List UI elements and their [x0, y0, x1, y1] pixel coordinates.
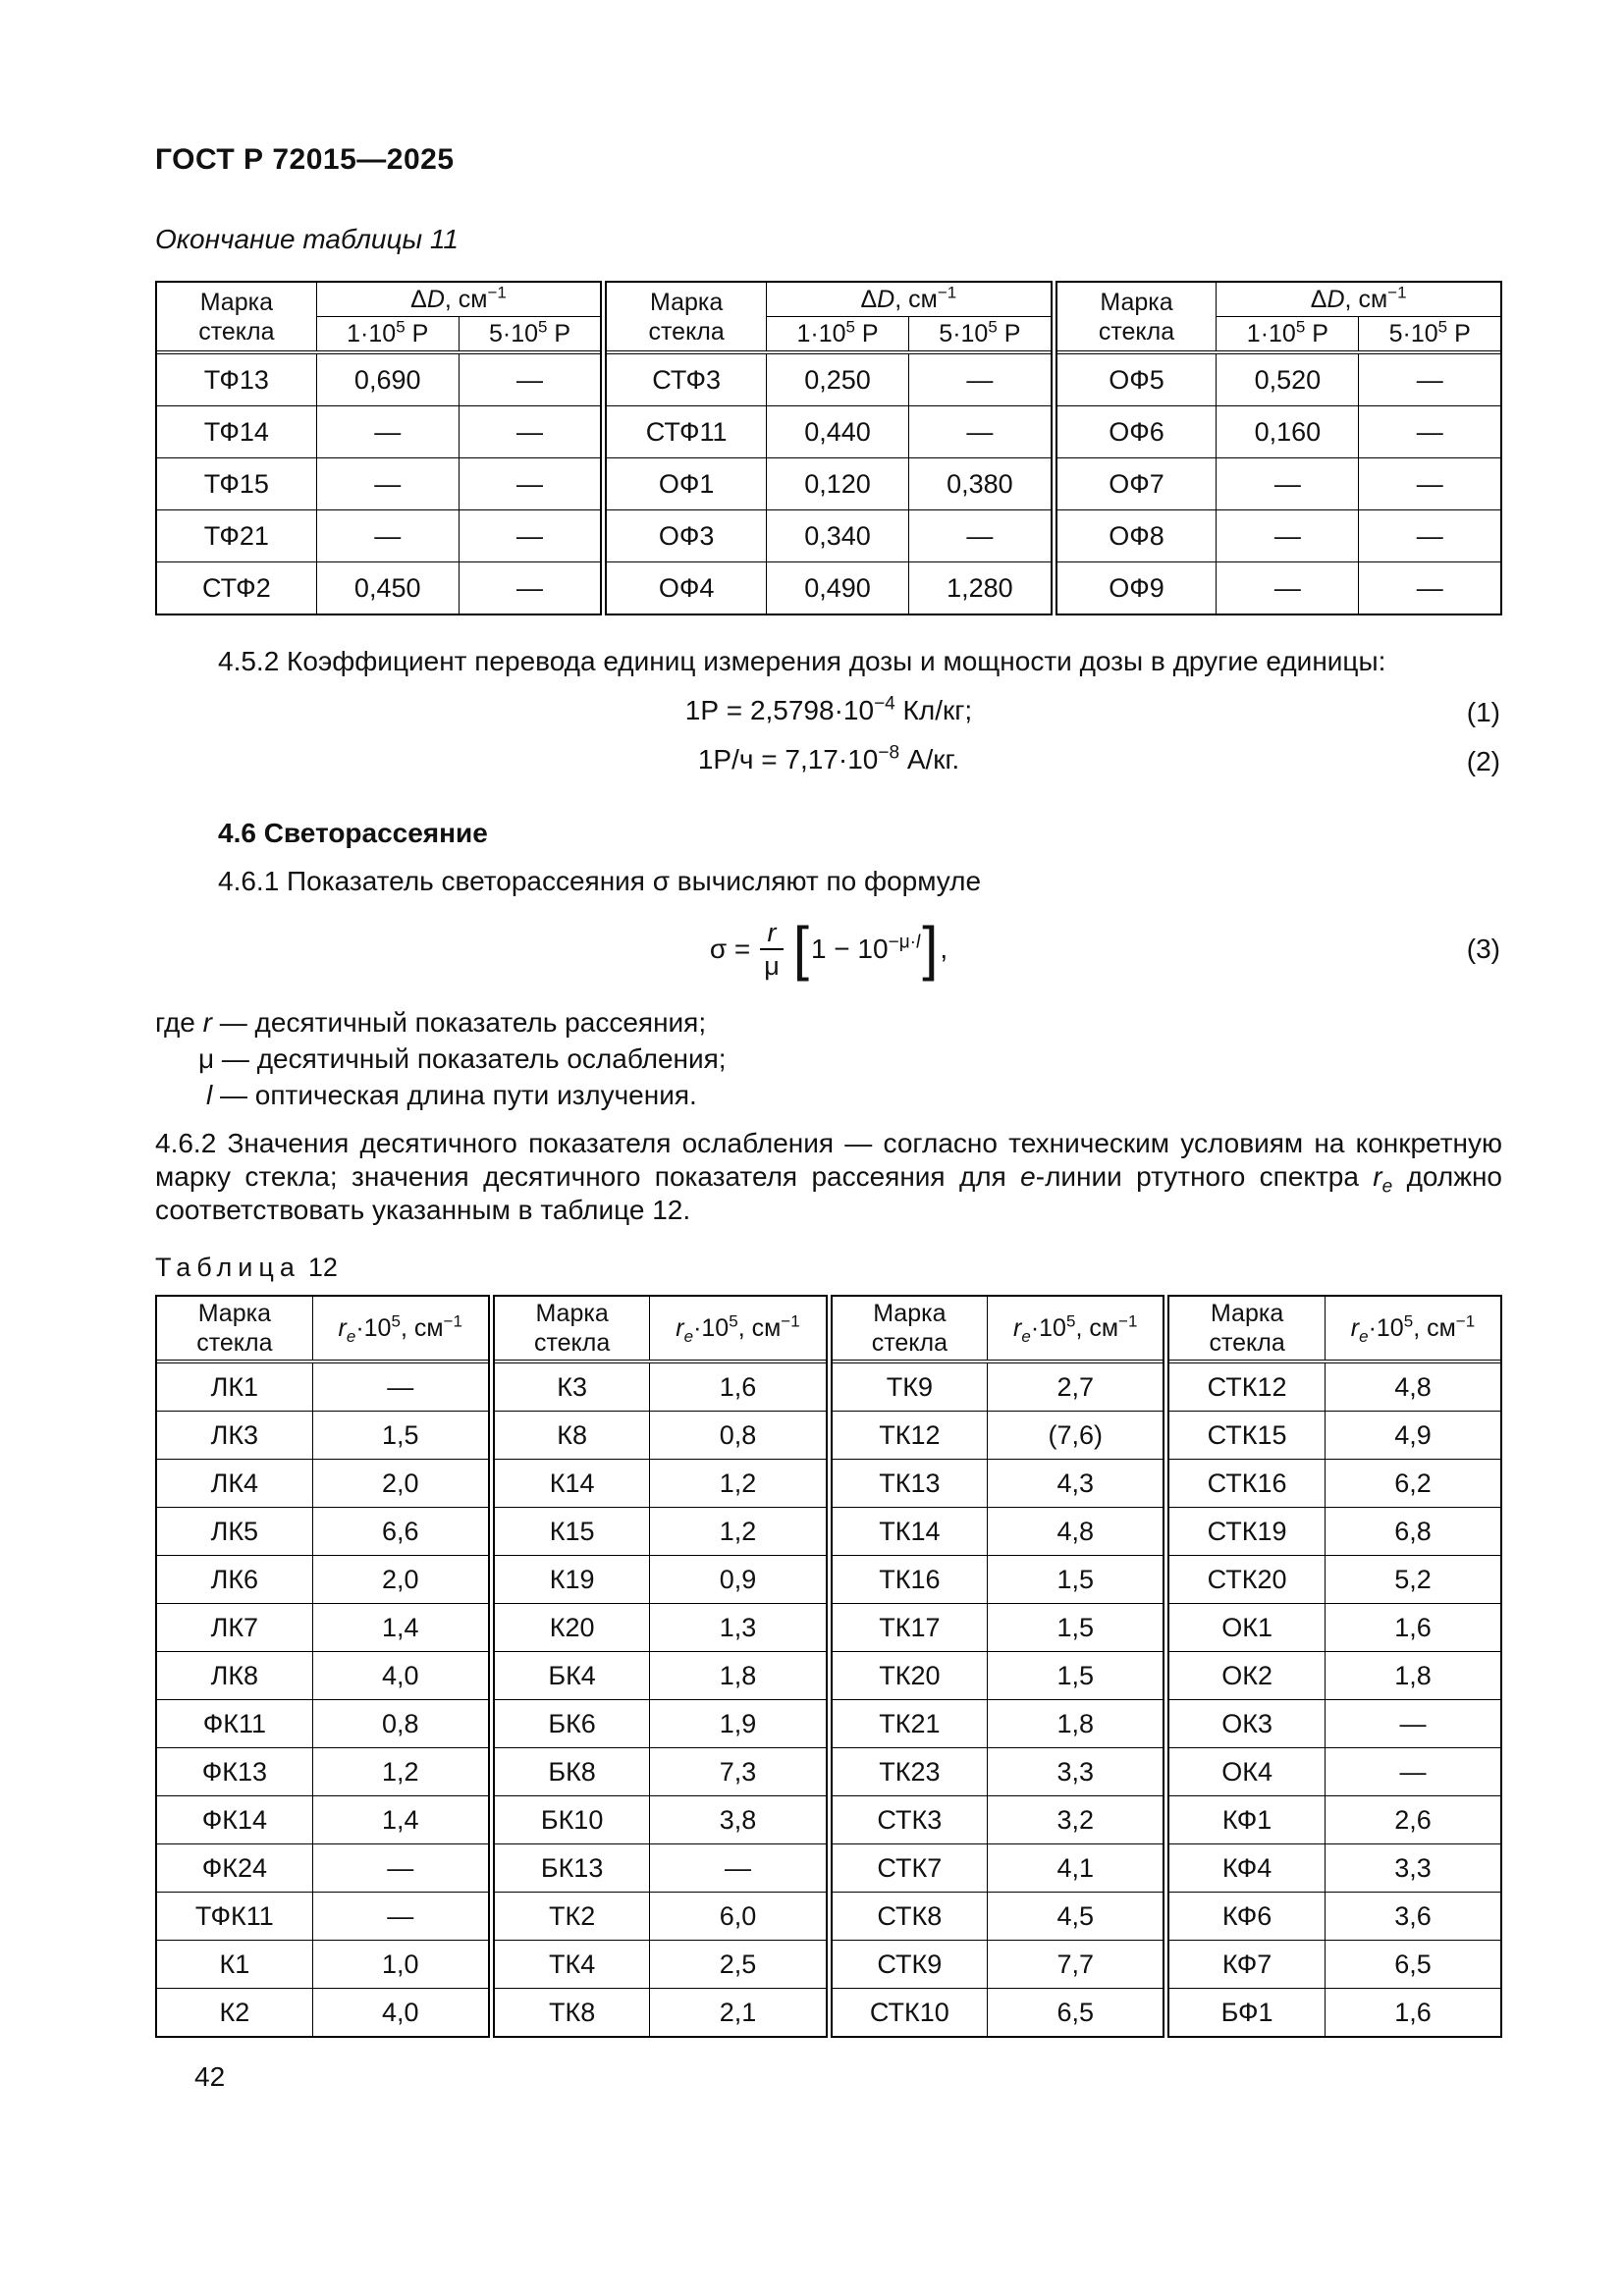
table-row: [832, 1941, 1164, 1989]
table-cell: 1,5: [312, 1412, 489, 1460]
table-cell: —: [650, 1844, 827, 1893]
table-cell: —: [316, 406, 459, 458]
table-cell: 1,4: [312, 1796, 489, 1844]
table-cell: ОК3: [1168, 1700, 1325, 1748]
table-cell: 4,3: [988, 1460, 1164, 1508]
column-header-dose-1e5: $1\cdot 10^5$ Р: [767, 317, 909, 351]
table-cell: 6,2: [1325, 1460, 1501, 1508]
table-cell: 1,2: [650, 1460, 827, 1508]
table-12-group-1: [155, 1295, 490, 2038]
table-cell: 2,0: [312, 1556, 489, 1604]
table-cell: 1,5: [988, 1556, 1164, 1604]
table-cell: БК4: [494, 1652, 650, 1700]
table-row: [156, 1748, 489, 1796]
column-header-mark: Марка стекла: [156, 282, 316, 351]
table-row: [156, 458, 601, 510]
column-header-mark: Марка стекла: [494, 1296, 650, 1361]
table-cell: —: [1217, 510, 1359, 562]
table-row: [156, 354, 601, 406]
table-cell: ТК17: [832, 1604, 988, 1652]
column-header-dose-5e5: $5\cdot 10^5$ Р: [909, 317, 1052, 351]
table-cell: 6,0: [650, 1893, 827, 1941]
table-cell: 0,440: [767, 406, 909, 458]
table-row: [156, 1460, 489, 1508]
table-cell: —: [909, 406, 1052, 458]
column-header-delta-d: ΔD, $см^{-1}$: [767, 282, 1052, 317]
table-cell: ЛК8: [156, 1652, 312, 1700]
table-cell: 6,5: [1325, 1941, 1501, 1989]
table-cell: 4,1: [988, 1844, 1164, 1893]
table-row: [494, 1748, 827, 1796]
table-row: [1168, 1508, 1501, 1556]
table-cell: ФК13: [156, 1748, 312, 1796]
table-cell: —: [312, 1844, 489, 1893]
table-cell: СТК16: [1168, 1460, 1325, 1508]
table-cell: 1,5: [988, 1652, 1164, 1700]
table-row: [832, 1989, 1164, 2038]
table-cell: 2,0: [312, 1460, 489, 1508]
table-row: [156, 1604, 489, 1652]
table-cell: 1,2: [650, 1508, 827, 1556]
right-bracket: ]: [922, 915, 939, 983]
table-cell: К1: [156, 1941, 312, 1989]
table-cell: 1,5: [988, 1604, 1164, 1652]
paragraph-4-6-2: 4.6.2 Значения десятичного показателя ослабления — согласно техническим условиям на конкретную марку стекла; значения десятичного показателя рассеяния для е-линии ртутного спектра $r_е$ должно соответствовать указанным в таблице 12.: [155, 1128, 1502, 1225]
table-row: [1056, 354, 1501, 406]
table-cell: 3,3: [988, 1748, 1164, 1796]
table-12-group-3: [831, 1295, 1165, 2038]
table-cell: 0,450: [316, 562, 459, 615]
table-row: [156, 1796, 489, 1844]
table-cell: СТФ11: [606, 406, 766, 458]
table-cell: 6,5: [988, 1989, 1164, 2038]
table-cell: 0,690: [316, 354, 459, 406]
table-cell: ОК4: [1168, 1748, 1325, 1796]
table-cell: ОФ7: [1056, 458, 1217, 510]
table-cell: 4,8: [1325, 1363, 1501, 1412]
table-cell: ОФ6: [1056, 406, 1217, 458]
table-row: [156, 1363, 489, 1412]
table-row: [1168, 1989, 1501, 2038]
table-cell: ЛК5: [156, 1508, 312, 1556]
table-cell: —: [1359, 354, 1501, 406]
table-cell: ОК2: [1168, 1652, 1325, 1700]
table-cell: 1,280: [909, 562, 1052, 615]
table-cell: —: [459, 562, 601, 615]
formula-3: σ = $\frac{r}{\mu}$ [ $1 - 10^{-\mu\cdot l}$ ] , (3): [709, 915, 1500, 983]
table-row: [494, 1508, 827, 1556]
table-cell: ОФ3: [606, 510, 766, 562]
table-cell: ОФ9: [1056, 562, 1217, 615]
table-cell: ОФ8: [1056, 510, 1217, 562]
table-cell: —: [909, 510, 1052, 562]
table-row: [494, 1844, 827, 1893]
table-cell: 3,6: [1325, 1893, 1501, 1941]
table-cell: ЛК1: [156, 1363, 312, 1412]
table-cell: 2,5: [650, 1941, 827, 1989]
column-header-delta-d: ΔD, $см^{-1}$: [316, 282, 601, 317]
table-cell: ТК23: [832, 1748, 988, 1796]
table-12-group-4: [1167, 1295, 1502, 2038]
table-cell: —: [1359, 406, 1501, 458]
column-header-mark: Марка стекла: [156, 1296, 312, 1361]
table-cell: 1,6: [1325, 1604, 1501, 1652]
table-cell: —: [312, 1363, 489, 1412]
table-row: [494, 1796, 827, 1844]
table-cell: 0,160: [1217, 406, 1359, 458]
table-cell: —: [1359, 510, 1501, 562]
table-cell: 0,520: [1217, 354, 1359, 406]
table-cell: 3,8: [650, 1796, 827, 1844]
table-cell: ТК2: [494, 1893, 650, 1941]
table-cell: ТК16: [832, 1556, 988, 1604]
table-cell: 1,6: [1325, 1989, 1501, 2038]
paragraph-4-6-1: 4.6.1 Показатель светорассеяния σ вычисляют по формуле: [218, 866, 982, 896]
table-cell: —: [1359, 562, 1501, 615]
table-row: [156, 510, 601, 562]
table-cell: 2,7: [988, 1363, 1164, 1412]
table-row: [606, 458, 1051, 510]
table-12-group-2: [493, 1295, 828, 2038]
table-row: [494, 1460, 827, 1508]
table-cell: ТК8: [494, 1989, 650, 2038]
paragraph-4-5-2: 4.5.2 Коэффициент перевода единиц измерения дозы и мощности дозы в другие единицы:: [218, 646, 1386, 676]
table-cell: —: [459, 510, 601, 562]
table-cell: ЛК4: [156, 1460, 312, 1508]
table-row: [1168, 1652, 1501, 1700]
table-cell: БК13: [494, 1844, 650, 1893]
where-item-r: где r — десятичный показатель рассеяния;: [155, 1007, 707, 1038]
table-row: [1168, 1700, 1501, 1748]
column-header-delta-d: ΔD, $см^{-1}$: [1217, 282, 1501, 317]
table-cell: —: [459, 406, 601, 458]
column-header-re: $r_е\cdot 10^5$, $см^{-1}$: [1325, 1296, 1501, 1361]
standard-title: ГОСТ Р 72015—2025: [155, 143, 455, 176]
table-cell: ТК21: [832, 1700, 988, 1748]
table-cell: 0,490: [767, 562, 909, 615]
table-cell: 4,8: [988, 1508, 1164, 1556]
table-cell: 1,8: [988, 1700, 1164, 1748]
table-cell: СТФ2: [156, 562, 316, 615]
table-cell: —: [1217, 562, 1359, 615]
fraction-r-over-mu: $\frac{r}{\mu}$: [760, 917, 784, 983]
table-row: [832, 1604, 1164, 1652]
table-cell: К3: [494, 1363, 650, 1412]
table-row: [156, 1652, 489, 1700]
table-row: [1168, 1748, 1501, 1796]
table-row: [1168, 1412, 1501, 1460]
table-12-caption: Таблица 12: [155, 1253, 338, 1282]
table-row: [832, 1363, 1164, 1412]
table-row: [1168, 1556, 1501, 1604]
formula-1: $1Р = 2,5798\cdot 10^{-4}$ Кл/кг; (1): [684, 693, 1500, 727]
table-cell: 0,340: [767, 510, 909, 562]
table-cell: 1,8: [650, 1652, 827, 1700]
column-header-re: $r_е\cdot 10^5$, $см^{-1}$: [988, 1296, 1164, 1361]
table-cell: СТК12: [1168, 1363, 1325, 1412]
column-header-re: $r_е\cdot 10^5$, $см^{-1}$: [650, 1296, 827, 1361]
formula-2-number: (2): [1466, 746, 1500, 776]
table-cell: СТК7: [832, 1844, 988, 1893]
where-item-l: l — оптическая длина пути излучения.: [206, 1080, 697, 1110]
formula-2: $1Р/ч = 7,17\cdot 10^{-8}$ А/кг. (2): [697, 742, 1500, 776]
page-number: 42: [194, 2061, 226, 2092]
table-row: [832, 1460, 1164, 1508]
table-cell: —: [1217, 458, 1359, 510]
table-cell: 6,8: [1325, 1508, 1501, 1556]
table-cell: 3,3: [1325, 1844, 1501, 1893]
table-cell: 2,6: [1325, 1796, 1501, 1844]
table-cell: ТФК11: [156, 1893, 312, 1941]
table-cell: 7,7: [988, 1941, 1164, 1989]
table-row: [606, 354, 1051, 406]
table-row: [1056, 406, 1501, 458]
table-row: [494, 1941, 827, 1989]
table-row: [494, 1604, 827, 1652]
table-cell: 1,8: [1325, 1652, 1501, 1700]
table-11-continuation-caption: Окончание таблицы 11: [155, 224, 459, 254]
table-row: [156, 562, 601, 615]
table-cell: 4,5: [988, 1893, 1164, 1941]
table-row: [1168, 1604, 1501, 1652]
table-row: [494, 1700, 827, 1748]
table-cell: ТФ15: [156, 458, 316, 510]
table-cell: БК6: [494, 1700, 650, 1748]
table-cell: СТК19: [1168, 1508, 1325, 1556]
table-row: [832, 1412, 1164, 1460]
table-row: [494, 1363, 827, 1412]
table-cell: 1,2: [312, 1748, 489, 1796]
table-cell: ТФ13: [156, 354, 316, 406]
table-cell: 0,8: [312, 1700, 489, 1748]
table-cell: (7,6): [988, 1412, 1164, 1460]
table-cell: —: [1359, 458, 1501, 510]
table-cell: 4,9: [1325, 1412, 1501, 1460]
table-cell: —: [312, 1893, 489, 1941]
table-cell: К8: [494, 1412, 650, 1460]
table-row: [832, 1652, 1164, 1700]
table-cell: ТК12: [832, 1412, 988, 1460]
table-cell: 0,250: [767, 354, 909, 406]
table-cell: ЛК6: [156, 1556, 312, 1604]
table-row: [832, 1796, 1164, 1844]
table-cell: —: [909, 354, 1052, 406]
table-row: [156, 1508, 489, 1556]
where-list: [155, 1004, 1502, 1113]
table-row: [156, 1941, 489, 1989]
table-cell: БК10: [494, 1796, 650, 1844]
table-row: [606, 562, 1051, 615]
table-cell: КФ1: [1168, 1796, 1325, 1844]
table-row: [832, 1508, 1164, 1556]
column-header-mark: Марка стекла: [1056, 282, 1217, 351]
column-header-re: $r_е\cdot 10^5$, $см^{-1}$: [312, 1296, 489, 1361]
left-bracket: [: [792, 915, 809, 983]
table-cell: СТК15: [1168, 1412, 1325, 1460]
table-cell: ФК11: [156, 1700, 312, 1748]
table-cell: ФК14: [156, 1796, 312, 1844]
table-row: [1168, 1363, 1501, 1412]
table-cell: БК8: [494, 1748, 650, 1796]
table-row: [832, 1893, 1164, 1941]
table-cell: ОК1: [1168, 1604, 1325, 1652]
table-cell: —: [459, 458, 601, 510]
table-cell: 1,6: [650, 1363, 827, 1412]
table-row: [156, 1700, 489, 1748]
table-cell: СТК10: [832, 1989, 988, 2038]
table-cell: КФ6: [1168, 1893, 1325, 1941]
table-cell: 0,380: [909, 458, 1052, 510]
column-header-dose-5e5: $5\cdot 10^5$ Р: [459, 317, 601, 351]
where-item-mu: μ — десятичный показатель ослабления;: [198, 1043, 727, 1074]
page-content: [155, 143, 1502, 2038]
table-11-group-3: [1056, 281, 1502, 615]
table-row: [1168, 1941, 1501, 1989]
table-row: [832, 1556, 1164, 1604]
column-header-mark: Марка стекла: [606, 282, 766, 351]
table-cell: 1,9: [650, 1700, 827, 1748]
table-cell: ТК13: [832, 1460, 988, 1508]
table-cell: ТК9: [832, 1363, 988, 1412]
table-cell: —: [459, 354, 601, 406]
table-cell: 7,3: [650, 1748, 827, 1796]
table-row: [156, 1989, 489, 2038]
table-row: [1168, 1844, 1501, 1893]
column-header-dose-1e5: $1\cdot 10^5$ Р: [1217, 317, 1359, 351]
table-cell: ОФ4: [606, 562, 766, 615]
table-row: [832, 1700, 1164, 1748]
table-cell: СТК20: [1168, 1556, 1325, 1604]
table-row: [1056, 562, 1501, 615]
table-12: [155, 1295, 1502, 2038]
table-row: [606, 510, 1051, 562]
table-row: [156, 1412, 489, 1460]
table-row: [1056, 510, 1501, 562]
table-cell: СТК9: [832, 1941, 988, 1989]
table-cell: ТК4: [494, 1941, 650, 1989]
table-cell: 4,0: [312, 1652, 489, 1700]
table-row: [156, 1844, 489, 1893]
table-row: [1168, 1460, 1501, 1508]
table-cell: К20: [494, 1604, 650, 1652]
table-row: [494, 1652, 827, 1700]
table-row: [156, 406, 601, 458]
table-cell: ТФ14: [156, 406, 316, 458]
table-cell: СТК3: [832, 1796, 988, 1844]
table-cell: ЛК3: [156, 1412, 312, 1460]
table-row: [1056, 458, 1501, 510]
table-cell: 1,3: [650, 1604, 827, 1652]
table-cell: К2: [156, 1989, 312, 2038]
table-row: [494, 1989, 827, 2038]
table-cell: К19: [494, 1556, 650, 1604]
table-cell: 5,2: [1325, 1556, 1501, 1604]
column-header-dose-1e5: $1\cdot 10^5$ Р: [316, 317, 459, 351]
table-cell: СТК8: [832, 1893, 988, 1941]
table-row: [1168, 1796, 1501, 1844]
table-cell: 1,4: [312, 1604, 489, 1652]
table-cell: КФ4: [1168, 1844, 1325, 1893]
table-row: [494, 1556, 827, 1604]
table-cell: 2,1: [650, 1989, 827, 2038]
table-cell: ТК20: [832, 1652, 988, 1700]
table-cell: 3,2: [988, 1796, 1164, 1844]
table-cell: —: [1325, 1748, 1501, 1796]
table-cell: —: [316, 458, 459, 510]
table-cell: ОФ5: [1056, 354, 1217, 406]
table-cell: ТФ21: [156, 510, 316, 562]
table-row: [1168, 1893, 1501, 1941]
table-cell: ФК24: [156, 1844, 312, 1893]
table-cell: 4,0: [312, 1989, 489, 2038]
table-cell: —: [316, 510, 459, 562]
section-4-6-heading: 4.6 Светорассеяние: [218, 818, 488, 848]
column-header-dose-5e5: $5\cdot 10^5$ Р: [1359, 317, 1501, 351]
table-cell: 0,120: [767, 458, 909, 510]
table-cell: 0,9: [650, 1556, 827, 1604]
table-cell: К15: [494, 1508, 650, 1556]
table-cell: БФ1: [1168, 1989, 1325, 2038]
table-row: [832, 1844, 1164, 1893]
table-cell: —: [1325, 1700, 1501, 1748]
table-cell: ЛК7: [156, 1604, 312, 1652]
table-11-group-1: [155, 281, 602, 615]
table-row: [832, 1748, 1164, 1796]
table-row: [494, 1412, 827, 1460]
formula-3-number: (3): [1466, 934, 1500, 964]
table-row: [606, 406, 1051, 458]
table-cell: К14: [494, 1460, 650, 1508]
formula-1-number: (1): [1466, 697, 1500, 727]
table-row: [156, 1893, 489, 1941]
table-cell: ТК14: [832, 1508, 988, 1556]
table-cell: 1,0: [312, 1941, 489, 1989]
table-11: [155, 281, 1502, 615]
table-11-group-2: [605, 281, 1052, 615]
column-header-mark: Марка стекла: [832, 1296, 988, 1361]
table-row: [494, 1893, 827, 1941]
column-header-mark: Марка стекла: [1168, 1296, 1325, 1361]
table-cell: ОФ1: [606, 458, 766, 510]
table-cell: 6,6: [312, 1508, 489, 1556]
table-row: [156, 1556, 489, 1604]
table-cell: 0,8: [650, 1412, 827, 1460]
table-cell: СТФ3: [606, 354, 766, 406]
table-cell: КФ7: [1168, 1941, 1325, 1989]
